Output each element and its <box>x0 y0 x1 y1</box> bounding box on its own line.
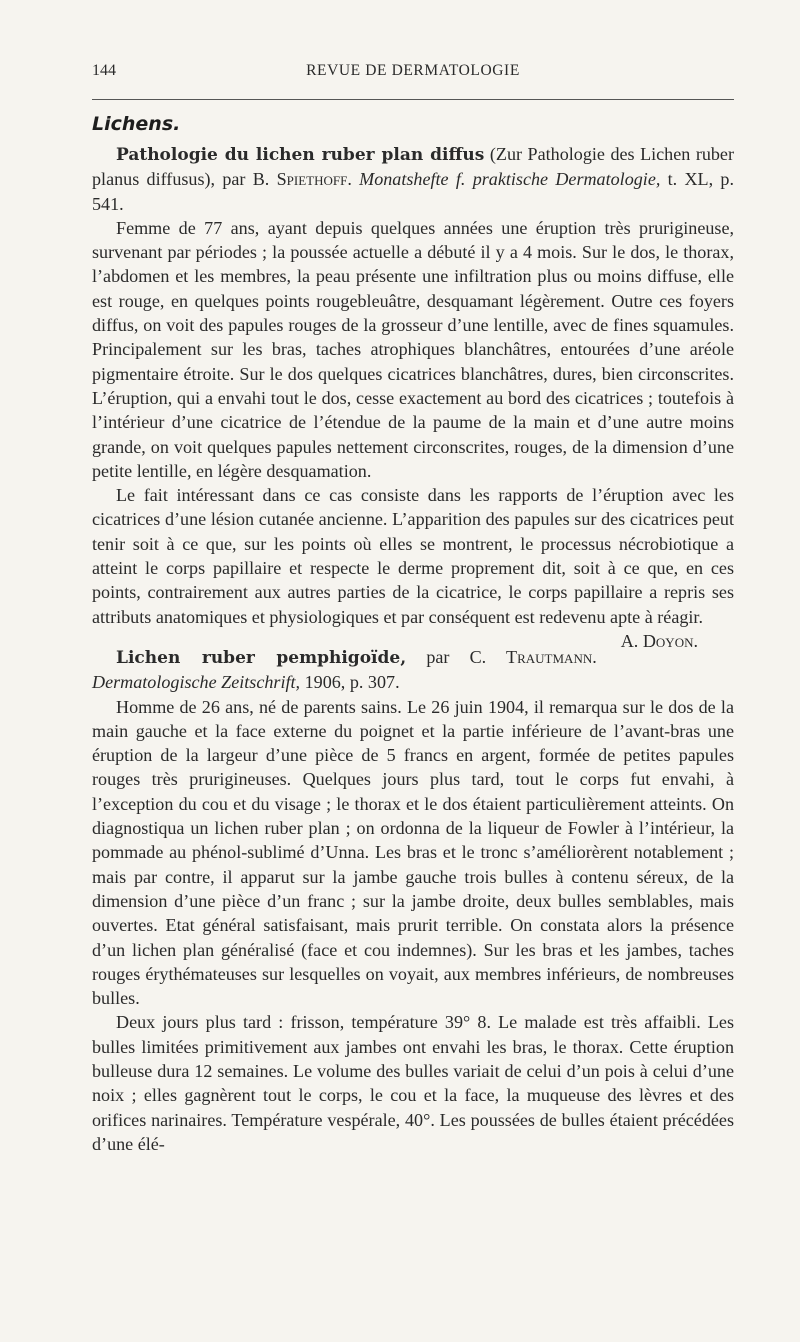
article2-journal: Dermatologische Zeitschrift, <box>92 672 301 693</box>
article1-paragraph-1: Femme de 77 ans, ayant depuis quelques années une éruption très prurigineuse, survenant par périodes ; la poussée actuelle a débuté il y a 4 mois. Sur le dos, le thorax, l’abdomen et les membres, la peau présente une infiltration plus ou moins diffuse, elle est rouge, en quelques points rougebleuâtre, desquamant légèrement. Outre ces foyers diffus, on voit des papules rouges de la grosseur d’une lentille, avec de fines squamules. Principalement sur les bras, taches atrophiques blanchâtres, entourées d’une aréole pigmentaire étroite. Sur le dos quelques cicatrices blanchâtres, dures, bien circonscrites. L’éruption, qui a envahi tout le dos, cesse exactement au bord des cicatrices ; toutefois à l’intérieur d’une cicatrice de l’étendue de la paume de la main et d’une autre moins grande, on voit quelques papules nettement circonscrites, rouges, de la dimension d’une petite lentille, en légère desquamation. <box>92 217 734 481</box>
article1-signature: A. Doyon. <box>620 630 698 651</box>
section-title: Lichens. <box>92 113 181 135</box>
article1-reference: t. XL, p. 541. <box>92 169 734 214</box>
article1-author: B. Spiethoff. <box>252 169 352 190</box>
article-body <box>92 112 734 1156</box>
article1-heading <box>92 142 734 216</box>
article2-byline: par <box>426 646 450 667</box>
running-head <box>92 62 734 84</box>
article2-title: Lichen ruber pemphigoïde, <box>116 647 407 668</box>
article2-reference: 1906, p. 307. <box>304 672 400 693</box>
article1-paragraph-2-text: Le fait intéressant dans ce cas consiste dans les rapports de l’éruption avec les cicatrices d’une lésion cutanée ancienne. L’apparition des papules sur des cicatrices peut tenir soit à ce que, sur les points où elles se montrent, le processus nécrobiotique a atteint le corps papillaire et respecte le derme proprement dit, soit à ce que, en ces points, contrairement aux autres parties de la cicatrice, le corps papillaire a repris ses attributs anatomiques et physiologiques et par conséquent est redevenu apte à réagir. <box>92 485 734 627</box>
article1-original-title: (Zur Pathologie des Lichen ruber planus diffusus), par <box>92 144 734 190</box>
page-number: 144 <box>92 62 116 79</box>
article1-title: Pathologie du lichen ruber plan diffus <box>116 145 485 165</box>
header-rule <box>92 99 734 100</box>
journal-title: REVUE DE DERMATOLOGIE <box>306 62 520 79</box>
article1-journal: Monatshefte f. praktische Dermatologie, <box>359 169 661 190</box>
article2-paragraph-1: Homme de 26 ans, né de parents sains. Le 26 juin 1904, il remarqua sur le dos de la main gauche et la face externe du poignet et la partie inférieure de l’avant-bras une éruption de la largeur d’une pièce de 5 francs en argent, formée de petites papules rouges très prurigineuses. Quelques jours plus tard, tout le corps fut envahi, à l’exception du cou et du visage ; le thorax et le dos étaient particulièrement atteints. On diagnostiqua un lichen ruber plan ; on ordonna de la liqueur de Fowler à l’intérieur, la pommade au phénol-sublimé d’Unna. Les bras et le tronc s’améliorèrent notablement ; mais par contre, il apparut sur la jambe gauche trois bulles à contenu séreux, de la dimension d’une pièce d’un franc ; sur la jambe droite, deux bulles semblables, mais ouvertes. Etat général satisfaisant, mais prurit terrible. On constata alors la présence d’un lichen plan généralisé (face et cou indemnes). Sur les bras et les jambes, taches rouges érythémateuses sur lesquelles on voyait, aux membres inférieurs, de nombreuses bulles. <box>92 696 734 1009</box>
article1-paragraph-2 <box>92 483 734 651</box>
article2-author: C. Trautmann. <box>469 646 597 667</box>
article2-paragraph-2: Deux jours plus tard : frisson, température 39° 8. Le malade est très affaibli. Les bulles limitées primitivement aux jambes ont envahi les bras, le thorax. Cette éruption bulleuse dura 12 semaines. Le volume des bulles variait de celui d’un pois à celui d’une noix ; elles gagnèrent tout le corps, le cou et la face, la muqueuse des lèvres et des orifices narinaires. Température vespérale, 40°. Les poussées de bulles étaient précédées d’une élé- <box>92 1012 734 1154</box>
